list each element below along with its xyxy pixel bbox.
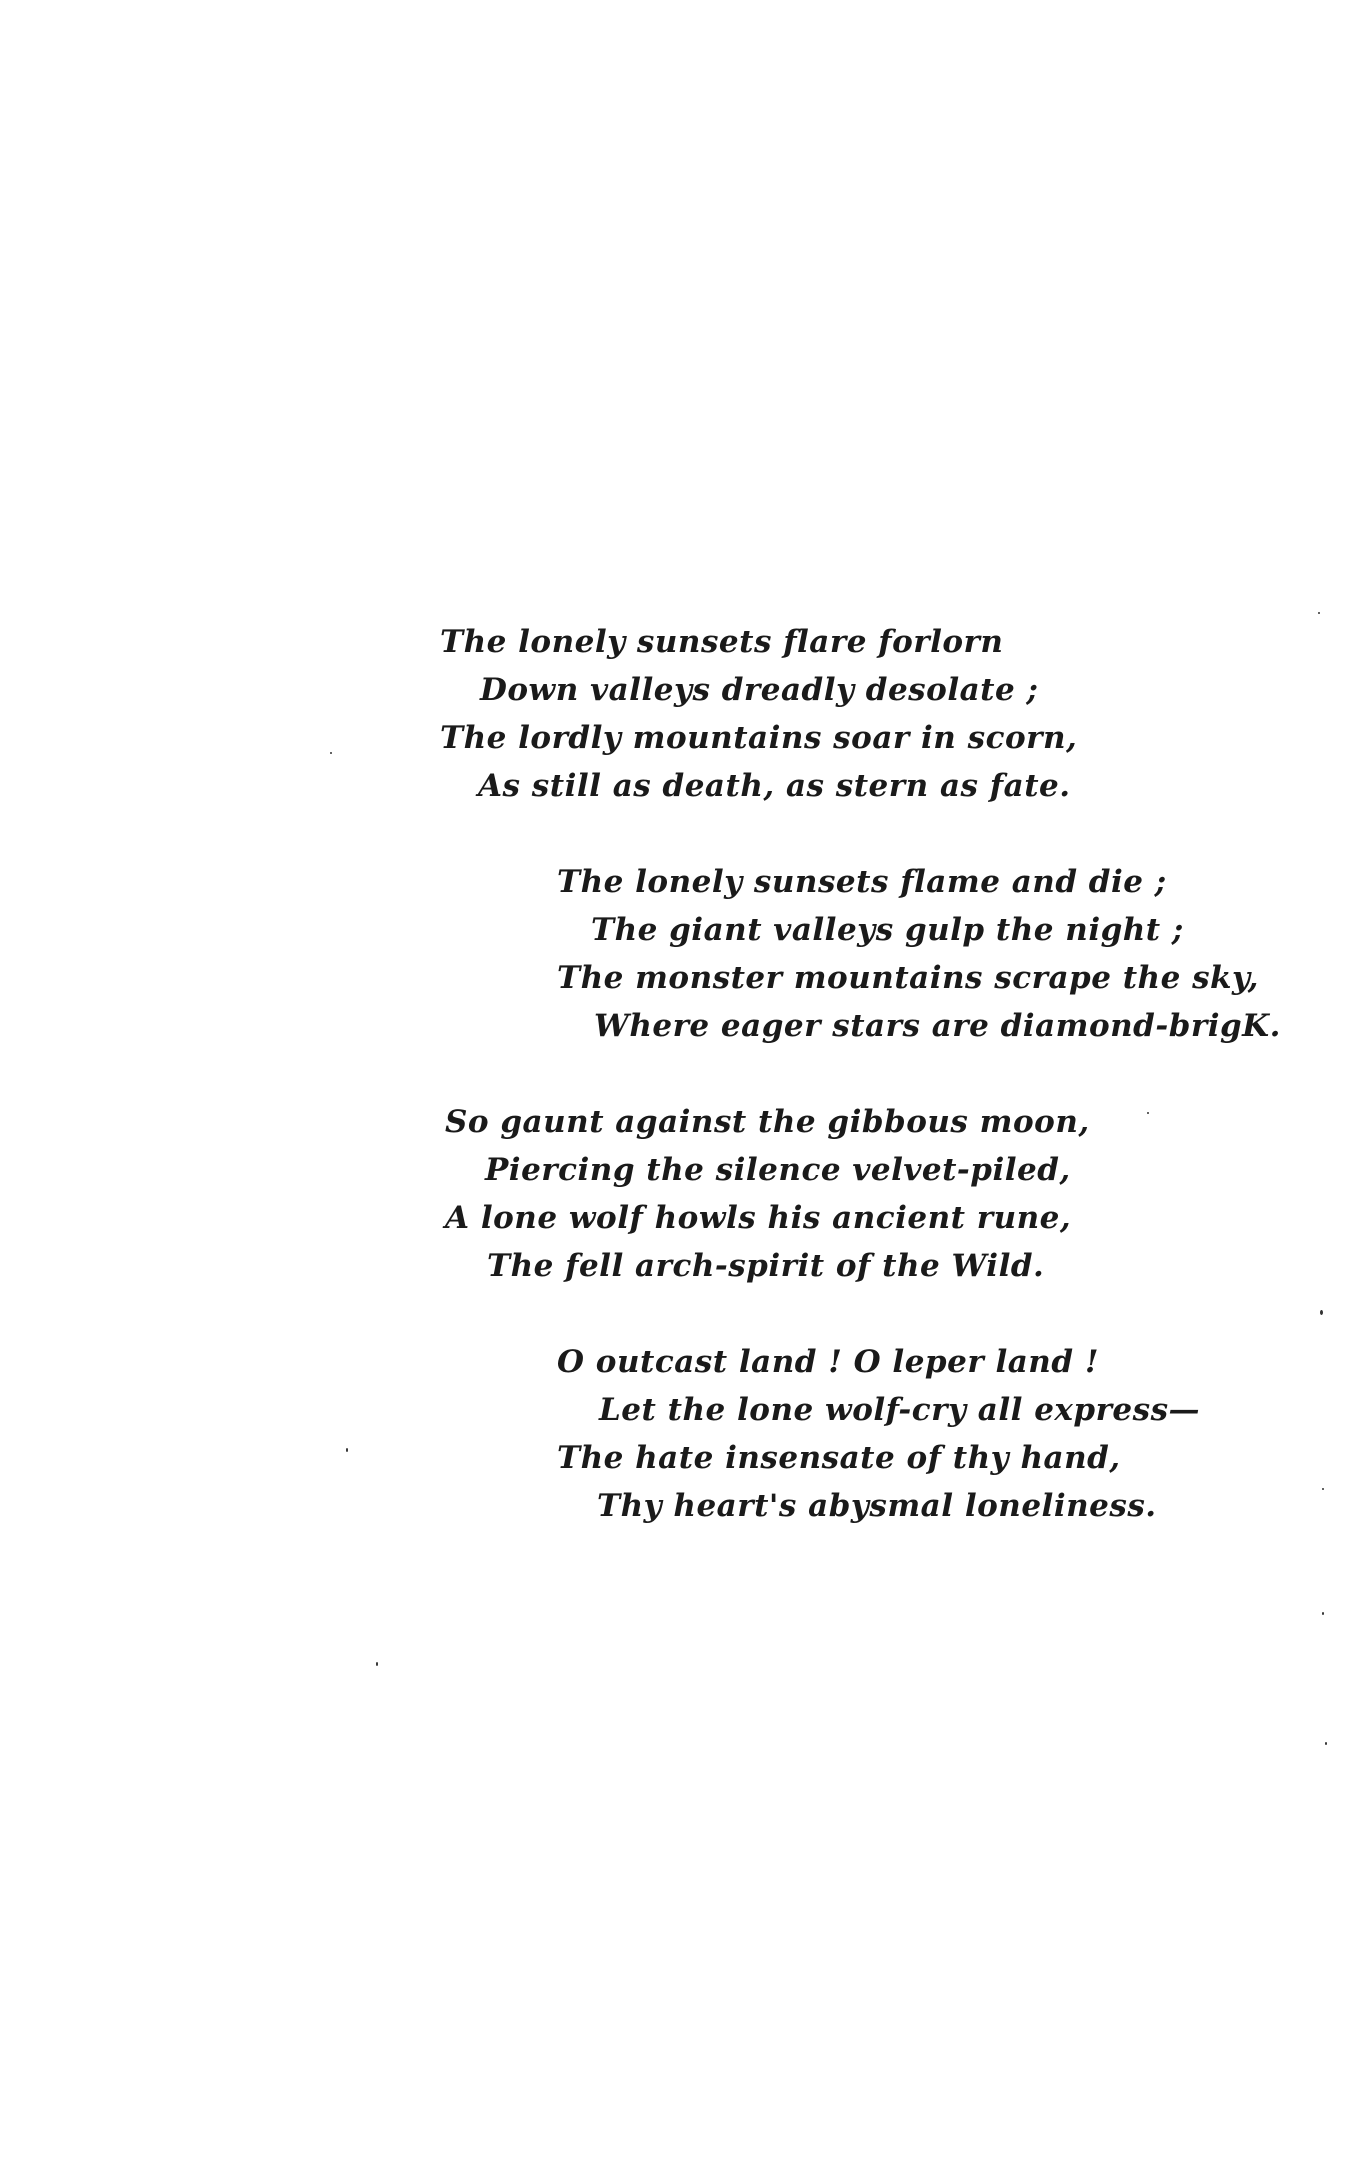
poem-line: The fell arch-spirit of the Wild. xyxy=(487,1248,1045,1284)
scan-speck xyxy=(1325,1742,1327,1745)
poem-line: The lordly mountains soar in scorn, xyxy=(440,720,1078,756)
poem-line: Piercing the silence velvet-piled, xyxy=(485,1152,1071,1188)
scan-speck xyxy=(376,1662,378,1666)
poem-line: Where eager stars are diamond-brigK. xyxy=(594,1008,1281,1044)
scan-speck xyxy=(1322,1612,1324,1615)
poem-line: Down valleys dreadly desolate ; xyxy=(480,672,1039,708)
poem-line: So gaunt against the gibbous moon, xyxy=(445,1104,1090,1140)
poem-line: The hate insensate of thy hand, xyxy=(557,1440,1121,1476)
scan-speck xyxy=(1147,1112,1149,1114)
poem-line: The lonely sunsets flame and die ; xyxy=(557,864,1167,900)
scan-speck xyxy=(330,752,332,754)
poem-line: The lonely sunsets flare forlorn xyxy=(440,624,1004,660)
poem-line: Thy heart's abysmal loneliness. xyxy=(597,1488,1157,1524)
poem-line: The giant valleys gulp the night ; xyxy=(591,912,1184,948)
poem-line: As still as death, as stern as fate. xyxy=(478,768,1071,804)
poem-line: Let the lone wolf-cry all express— xyxy=(599,1392,1201,1428)
scan-speck xyxy=(346,1448,348,1452)
scan-speck xyxy=(1318,612,1320,614)
scan-speck xyxy=(1322,1488,1324,1490)
poem-line: O outcast land ! O leper land ! xyxy=(557,1344,1099,1380)
scan-speck xyxy=(1320,1310,1323,1315)
poem-line: A lone wolf howls his ancient rune, xyxy=(445,1200,1072,1236)
poem-line: The monster mountains scrape the sky, xyxy=(557,960,1259,996)
